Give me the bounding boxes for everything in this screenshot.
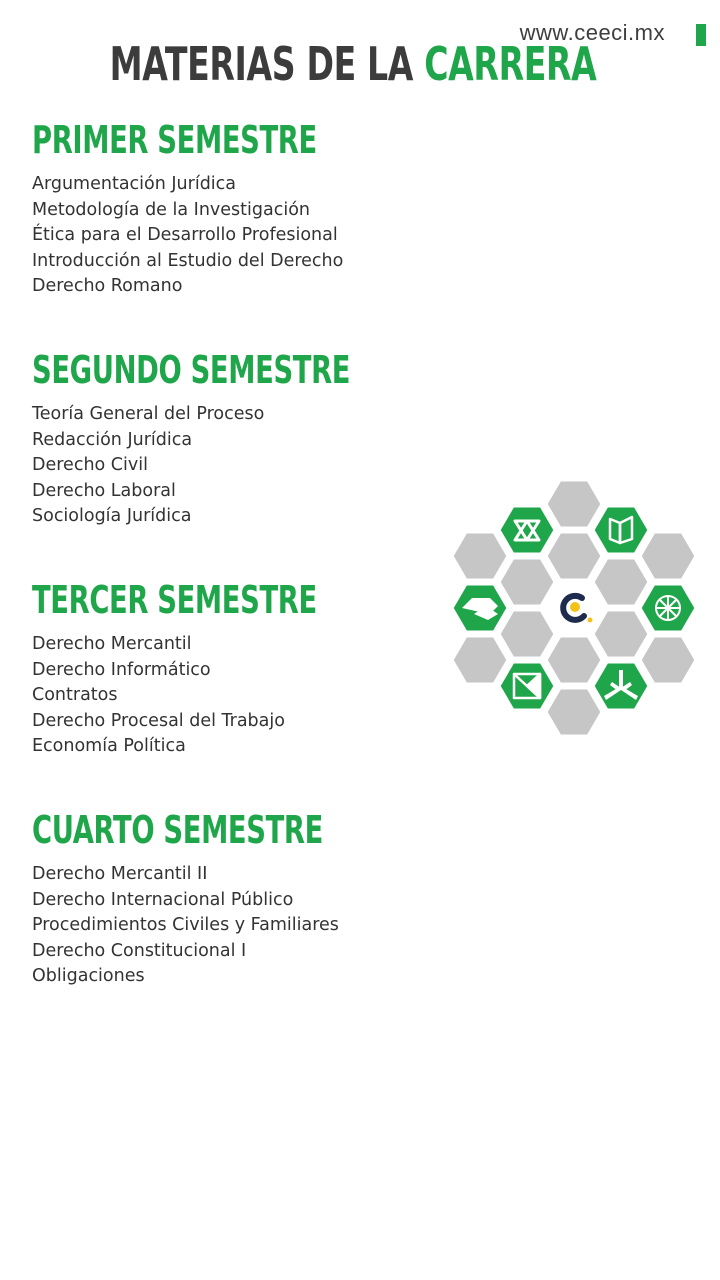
semester-section-2 bbox=[32, 348, 474, 530]
semester-title: PRIMER SEMESTRE bbox=[32, 118, 317, 162]
course-item: Derecho Internacional Público bbox=[32, 889, 294, 910]
course-item: Argumentación Jurídica bbox=[32, 174, 237, 194]
course-item: Economía Política bbox=[32, 736, 186, 757]
semester-title: TERCER SEMESTRE bbox=[32, 578, 317, 622]
course-item: Teoría General del Proceso bbox=[32, 404, 265, 424]
hexagon-tile bbox=[640, 532, 696, 580]
course-item: Derecho Civil bbox=[32, 455, 148, 476]
course-item: Derecho Procesal del Trabajo bbox=[32, 710, 285, 731]
course-list bbox=[32, 402, 474, 530]
hexagon-tile bbox=[499, 610, 555, 658]
course-item: Introducción al Estudio del Derecho bbox=[32, 250, 344, 271]
hexagon-tile bbox=[640, 636, 696, 684]
course-list bbox=[32, 172, 428, 300]
semester-section-1 bbox=[32, 118, 428, 300]
course-item: Derecho Laboral bbox=[32, 480, 176, 501]
course-item: Procedimientos Civiles y Familiares bbox=[32, 915, 339, 936]
hexagon-tile bbox=[546, 688, 602, 736]
website-url[interactable]: www.ceeci.mx bbox=[519, 20, 665, 45]
accent-bar bbox=[696, 24, 706, 46]
semester-title: CUARTO SEMESTRE bbox=[32, 808, 323, 852]
semester-title: SEGUNDO SEMESTRE bbox=[32, 348, 351, 392]
hexagon-tile bbox=[546, 636, 602, 684]
hexagon-tile bbox=[546, 532, 602, 580]
course-item: Metodología de la Investigación bbox=[32, 199, 310, 220]
course-item: Derecho Mercantil bbox=[32, 634, 192, 654]
course-item: Derecho Informático bbox=[32, 659, 211, 680]
course-item: Obligaciones bbox=[32, 966, 145, 987]
course-item: Derecho Constitucional I bbox=[32, 940, 247, 961]
hexagon-tile bbox=[499, 558, 555, 606]
hexagon-tile bbox=[593, 558, 649, 606]
hexagon-tile bbox=[452, 532, 508, 580]
course-item: Ética para el Desarrollo Profesional bbox=[32, 225, 338, 246]
hexagon-tile bbox=[452, 636, 508, 684]
page-title-part1: MATERIAS DE LA bbox=[109, 37, 425, 91]
page-title-part2: CARRERA bbox=[424, 37, 597, 91]
hexagon-tile bbox=[593, 610, 649, 658]
course-item: Redacción Jurídica bbox=[32, 429, 193, 450]
semester-section-4 bbox=[32, 808, 436, 990]
course-item: Sociología Jurídica bbox=[32, 506, 192, 527]
hexagon-tile bbox=[499, 506, 555, 554]
course-item: Derecho Mercantil II bbox=[32, 864, 208, 884]
page-title bbox=[99, 34, 607, 94]
hexagon-tile bbox=[546, 480, 602, 528]
semester-section-3 bbox=[32, 578, 428, 760]
course-list bbox=[32, 862, 436, 990]
course-item: Contratos bbox=[32, 685, 118, 706]
course-item: Derecho Romano bbox=[32, 276, 183, 297]
compass-icon bbox=[656, 596, 680, 620]
hexagon-cluster-graphic bbox=[450, 478, 700, 738]
course-list bbox=[32, 632, 428, 760]
